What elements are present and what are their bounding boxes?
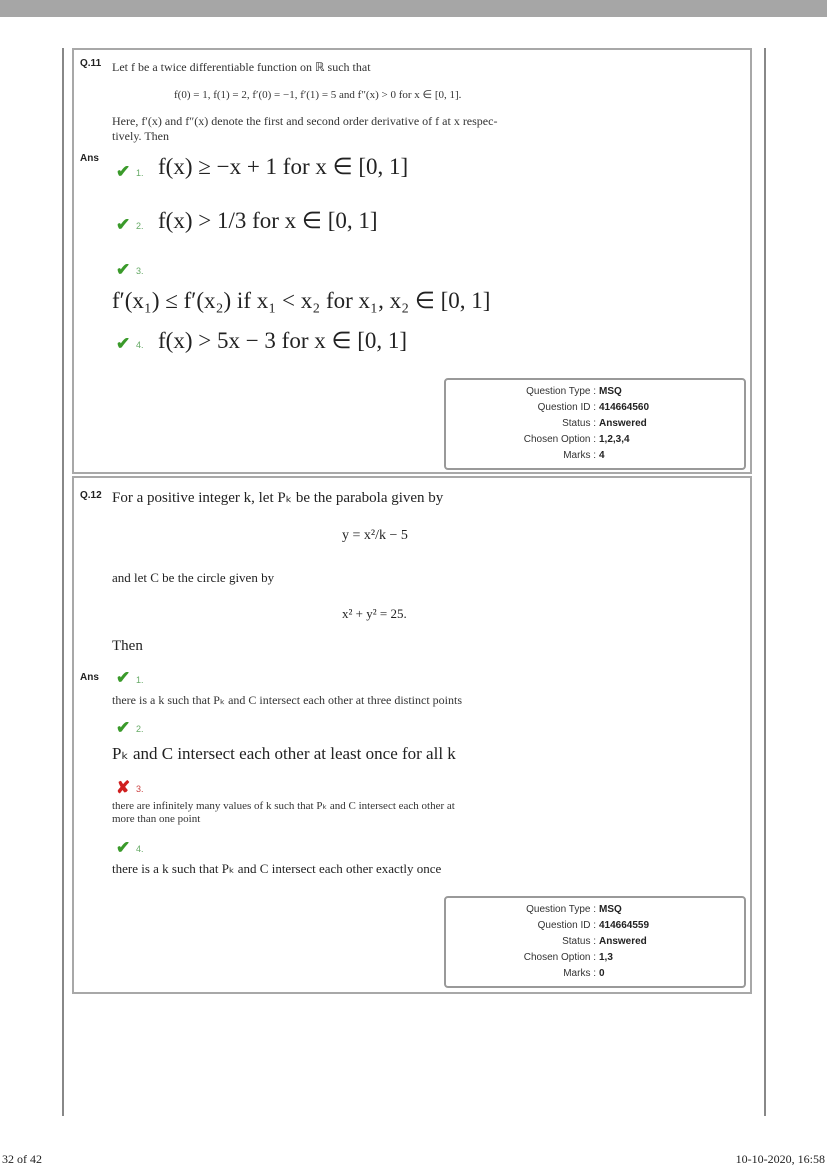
- top-bar: [0, 0, 827, 17]
- status: Answered: [599, 936, 647, 947]
- info-label: Chosen Option :: [523, 434, 596, 445]
- info-label: Question Type :: [526, 904, 596, 915]
- question-12: [72, 476, 752, 994]
- option-number: 4.: [136, 844, 144, 854]
- option-4: f(x) > 5x − 3 for x ∈ [0, 1]: [158, 328, 408, 353]
- equation-circle: x² + y² = 25.: [342, 606, 407, 621]
- question-stem: Let f be a twice differentiable function on ℝ such that: [112, 60, 371, 74]
- option-3: f′(x₁) ≤ f′(x₂) if x₁ < x₂ for x₁, x₂ ∈ [0, 1]: [112, 288, 491, 313]
- check-icon: ✔: [116, 162, 131, 181]
- chosen-option: 1,3: [599, 952, 613, 963]
- check-icon: ✔: [116, 334, 131, 353]
- option-number: 1.: [136, 168, 144, 178]
- marks: 4: [599, 450, 605, 461]
- option-3: there are infinitely many values of k such that Pₖ and C intersect each other at: [112, 800, 455, 812]
- question-number: Q.12: [80, 490, 102, 501]
- option-number: 3.: [136, 266, 144, 276]
- question-stem: and let C be the circle given by: [112, 570, 275, 585]
- info-label: Question ID :: [537, 920, 596, 931]
- check-icon: ✔: [116, 718, 131, 737]
- option-number: 4.: [136, 340, 144, 350]
- page-number: 32 of 42: [2, 1152, 42, 1166]
- question-stem: Here, f′(x) and f″(x) denote the first and second order derivative of f at x respec-: [112, 114, 498, 128]
- ans-label: Ans: [80, 153, 99, 164]
- print-datetime: 10-10-2020, 16:58: [735, 1152, 825, 1166]
- option-3-cont: more than one point: [112, 813, 201, 825]
- info-label: Question Type :: [526, 386, 596, 397]
- marks: 0: [599, 968, 605, 979]
- info-label: Question ID :: [537, 402, 596, 413]
- option-2: f(x) > 1/3 for x ∈ [0, 1]: [158, 208, 378, 233]
- check-icon: ✔: [116, 215, 131, 234]
- option-2: Pₖ and C intersect each other at least once for all k: [112, 744, 456, 763]
- question-conditions: f(0) = 1, f(1) = 2, f′(0) = −1, f′(1) = 5 and f″(x) > 0 for x ∈ [0, 1].: [174, 89, 462, 101]
- page-border-right: [764, 48, 766, 1116]
- question-info-box: [444, 378, 746, 470]
- equation-parabola: y = x²/k − 5: [342, 528, 408, 543]
- info-label: Marks :: [563, 968, 596, 979]
- chosen-option: 1,2,3,4: [599, 434, 630, 445]
- question-id: 414664560: [599, 402, 650, 413]
- info-label: Status :: [562, 936, 596, 947]
- info-label: Status :: [562, 418, 596, 429]
- check-icon: ✔: [116, 260, 131, 279]
- option-1: there is a k such that Pₖ and C intersect each other at three distinct points: [112, 693, 463, 707]
- status: Answered: [599, 418, 647, 429]
- option-number: 2.: [136, 724, 144, 734]
- info-label: Chosen Option :: [523, 952, 596, 963]
- question-number: Q.11: [80, 58, 102, 69]
- question-id: 414664559: [599, 920, 650, 931]
- check-icon: ✔: [116, 668, 131, 687]
- question-11: [72, 48, 752, 474]
- question-stem: For a positive integer k, let Pₖ be the parabola given by: [112, 490, 444, 506]
- question-type: MSQ: [599, 904, 622, 915]
- cross-icon: ✘: [116, 778, 131, 797]
- option-number: 3.: [136, 784, 144, 794]
- question-type: MSQ: [599, 386, 622, 397]
- option-number: 1.: [136, 675, 144, 685]
- ans-label: Ans: [80, 672, 99, 683]
- page-border-left: [62, 48, 64, 1116]
- question-info-box: [444, 896, 746, 988]
- question-stem: tively. Then: [112, 129, 169, 143]
- info-label: Marks :: [563, 450, 596, 461]
- question-stem: Then: [112, 638, 143, 654]
- check-icon: ✔: [116, 838, 131, 857]
- option-number: 2.: [136, 221, 144, 231]
- option-4: there is a k such that Pₖ and C intersect each other exactly once: [112, 861, 442, 876]
- option-1: f(x) ≥ −x + 1 for x ∈ [0, 1]: [158, 154, 409, 179]
